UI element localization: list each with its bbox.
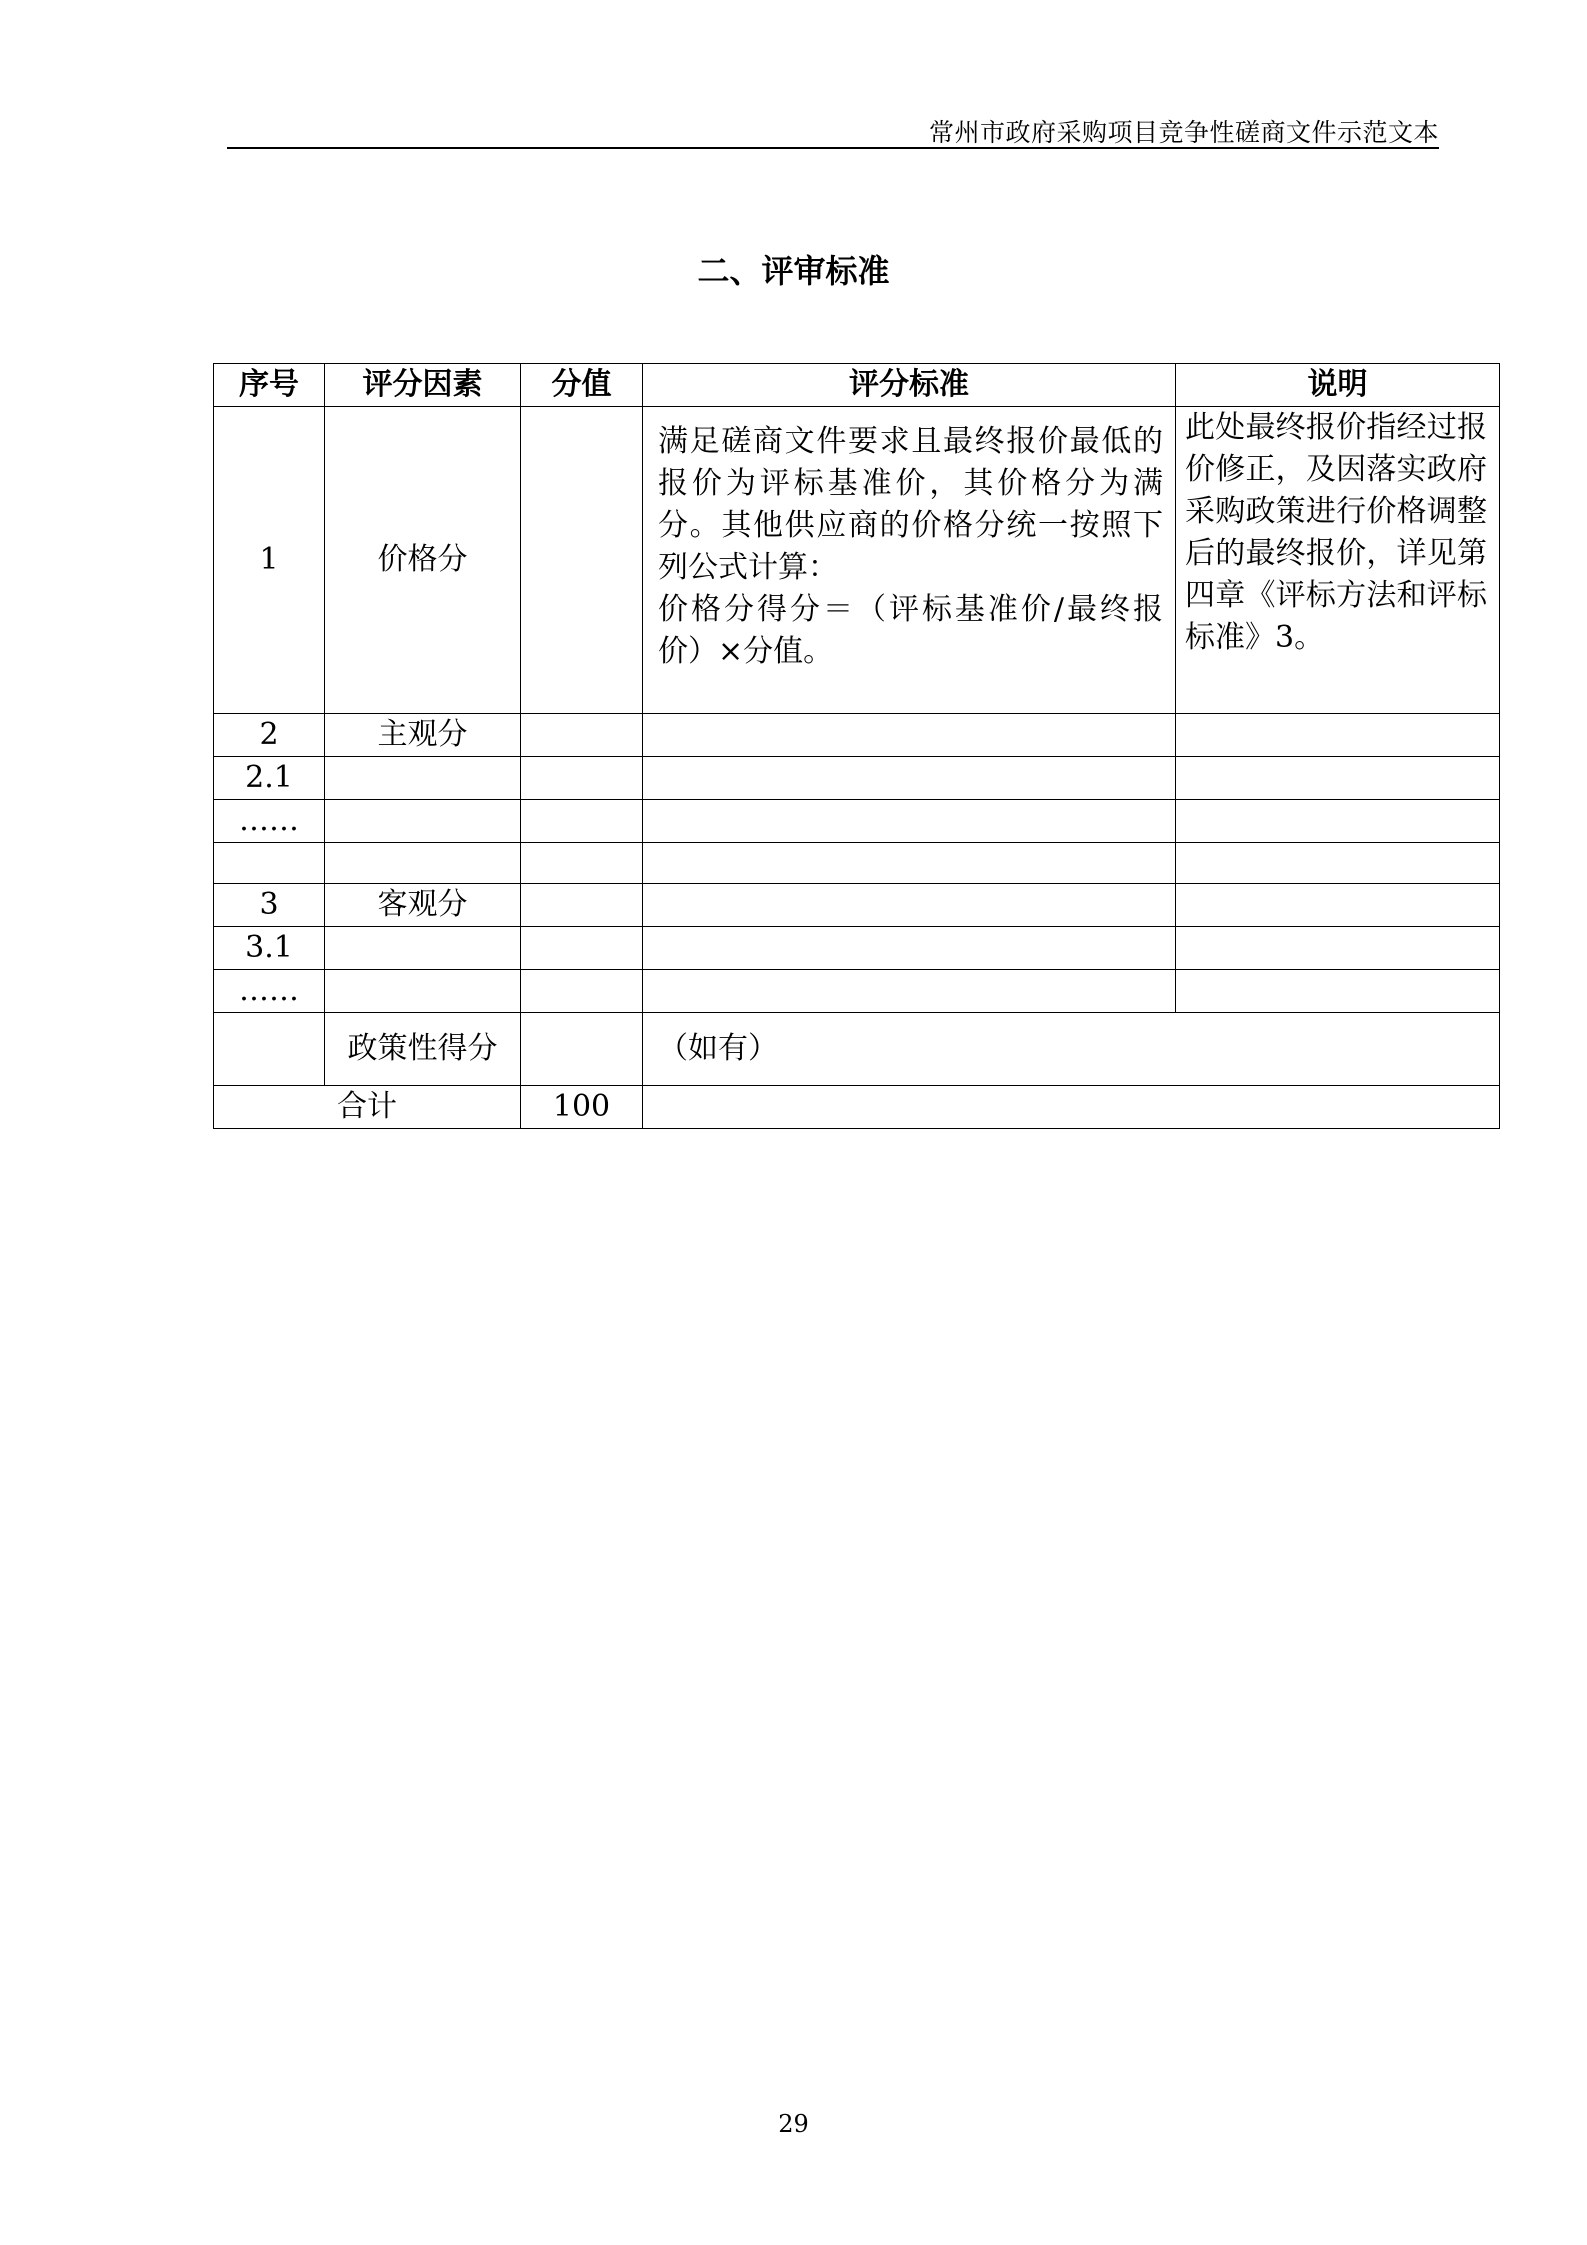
cell-no: 3 — [214, 884, 325, 927]
table-header-row — [214, 364, 1500, 407]
cell-standard — [643, 970, 1176, 1013]
cell-score — [521, 757, 643, 800]
cell-score — [521, 800, 643, 843]
cell-note — [1176, 970, 1500, 1013]
running-header: 常州市政府采购项目竞争性磋商文件示范文本 — [928, 118, 1439, 147]
col-header-score: 分值 — [521, 364, 643, 407]
cell-standard — [643, 800, 1176, 843]
table-row-price — [214, 407, 1500, 714]
cell-total-blank — [643, 1086, 1500, 1129]
cell-no: …… — [214, 970, 325, 1013]
col-header-no: 序号 — [214, 364, 325, 407]
cell-factor — [325, 927, 521, 970]
scoring-table — [213, 363, 1500, 1129]
table-row — [214, 970, 1500, 1013]
cell-score — [521, 884, 643, 927]
cell-standard — [643, 714, 1176, 757]
table-row — [214, 843, 1500, 884]
cell-note — [1176, 884, 1500, 927]
cell-note — [1176, 714, 1500, 757]
cell-factor: 政策性得分 — [325, 1013, 521, 1086]
page-number: 29 — [778, 2110, 809, 2138]
col-header-factor: 评分因素 — [325, 364, 521, 407]
table-row — [214, 884, 1500, 927]
cell-note — [1176, 843, 1500, 884]
cell-note — [1176, 800, 1500, 843]
cell-no: 2.1 — [214, 757, 325, 800]
cell-no — [214, 843, 325, 884]
cell-note: 此处最终报价指经过报价修正，及因落实政府采购政策进行价格调整后的最终报价，详见第四章《评标方法和评标标准》3。 — [1176, 407, 1500, 714]
cell-factor: 主观分 — [325, 714, 521, 757]
cell-total-label: 合计 — [214, 1086, 521, 1129]
cell-factor — [325, 843, 521, 884]
cell-score — [521, 843, 643, 884]
table-row-total — [214, 1086, 1500, 1129]
cell-no: 2 — [214, 714, 325, 757]
cell-score — [521, 714, 643, 757]
cell-score — [521, 970, 643, 1013]
cell-standard-merged: （如有） — [643, 1013, 1500, 1086]
cell-score — [521, 927, 643, 970]
standard-paragraph-2: 价格分得分＝（评标基准价/最终报价）×分值。 — [658, 592, 1163, 669]
cell-score — [521, 407, 643, 714]
cell-factor — [325, 800, 521, 843]
section-title: 二、评审标准 — [697, 252, 890, 290]
cell-standard — [643, 843, 1176, 884]
cell-total-score: 100 — [521, 1086, 643, 1129]
cell-factor — [325, 757, 521, 800]
cell-standard — [643, 884, 1176, 927]
cell-no: 1 — [214, 407, 325, 714]
table-row — [214, 927, 1500, 970]
cell-score — [521, 1013, 643, 1086]
cell-note — [1176, 757, 1500, 800]
table-row — [214, 800, 1500, 843]
table-row-policy — [214, 1013, 1500, 1086]
table-row — [214, 757, 1500, 800]
cell-standard — [643, 757, 1176, 800]
cell-no: …… — [214, 800, 325, 843]
table-row — [214, 714, 1500, 757]
cell-standard — [643, 927, 1176, 970]
cell-factor: 价格分 — [325, 407, 521, 714]
header-rule — [227, 147, 1439, 149]
cell-factor — [325, 970, 521, 1013]
standard-paragraph-1: 满足磋商文件要求且最终报价最低的报价为评标基准价，其价格分为满分。其他供应商的价格分统一按照下列公式计算： — [658, 424, 1163, 585]
cell-no — [214, 1013, 325, 1086]
cell-no: 3.1 — [214, 927, 325, 970]
cell-note — [1176, 927, 1500, 970]
col-header-standard: 评分标准 — [643, 364, 1176, 407]
cell-factor: 客观分 — [325, 884, 521, 927]
cell-standard — [643, 407, 1176, 714]
col-header-note: 说明 — [1176, 364, 1500, 407]
